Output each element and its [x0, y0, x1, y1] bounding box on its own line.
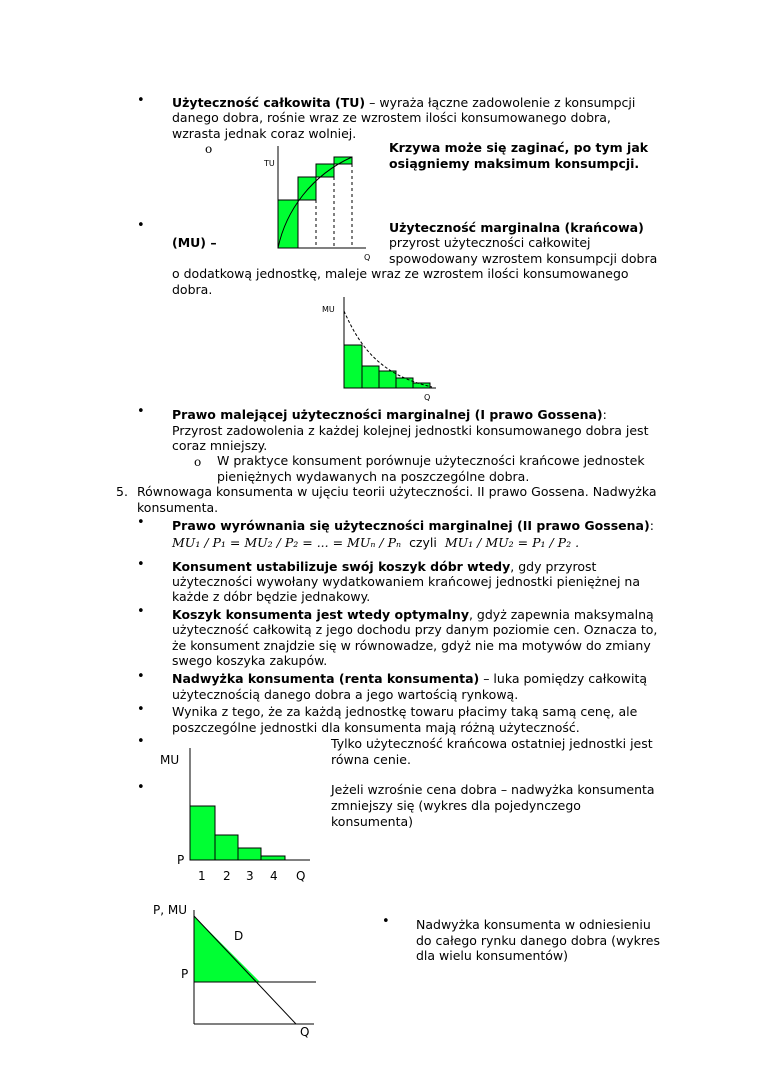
gossen2-term: Prawo wyrównania się użyteczności marginalnej (II prawo Gossena) [172, 518, 650, 533]
bullet: • [137, 734, 145, 749]
section-title-line2: konsumenta. [137, 500, 219, 515]
price-rise-line3: konsumenta) [331, 814, 414, 829]
tu-note-line1: Krzywa może się zaginać, po tym jak [389, 140, 649, 155]
surplus-line1: Nadwyżka konsumenta (renta konsumenta) – luka pomiędzy całkowitą [172, 671, 648, 686]
surplus-term: Nadwyżka konsumenta (renta konsumenta) [172, 671, 480, 686]
gossen1-term: Prawo malejącej użyteczności marginalnej (I prawo Gossena) [172, 407, 603, 422]
mu-def-line2: spowodowany wzrostem konsumpcji dobra [389, 251, 658, 266]
mu-term-line2: (MU) – [172, 235, 217, 250]
formula-price-ratio: MU₁ / MU₂ = P₁ / P₂ . [444, 535, 580, 550]
bullet: • [137, 604, 145, 619]
market-surplus-chart [150, 900, 330, 1040]
optimal-line4: swego koszyka zakupów. [172, 653, 328, 668]
sub-bullet: o [205, 142, 213, 156]
surplus-line2: użytecznością danego dobra a jego wartością rynkową. [172, 687, 519, 702]
mu-bar-1 [344, 345, 362, 388]
gossen1-line3: coraz mniejszy. [172, 438, 268, 453]
optimal-term: Koszyk konsumenta jest wtedy optymalny [172, 607, 469, 622]
tick-label-1: 1 [198, 869, 206, 883]
consequence-line2: poszczególne jednostki dla konsumenta mają różną użyteczność. [172, 720, 580, 735]
tu-bar-3 [316, 164, 334, 177]
bullet: • [137, 702, 145, 717]
tick-label-2: 2 [223, 869, 231, 883]
optimal-line3: że konsument znajdzie się w równowadze, gdyż nie ma motywów do zmiany [172, 638, 651, 653]
consequence-line1: Wynika z tego, że za każdą jednostkę towaru płacimy taką samą cenę, ale [172, 704, 638, 719]
price-label: P [177, 853, 185, 867]
stabilizes-line3: każde z dóbr będzie jednakowy. [172, 589, 371, 604]
tick-label-3: 3 [246, 869, 254, 883]
optimal-line2: użyteczność całkowitą z jego dochodu przy danym poziomie cen. Oznacza to, [172, 622, 658, 637]
optimal-line1: Koszyk konsumenta jest wtedy optymalny, gdyż zapewnia maksymalną [172, 607, 654, 622]
gossen1-sub-line1: W praktyce konsument porównuje użyteczności krańcowe jednostek [217, 453, 645, 468]
bullet: • [137, 218, 145, 233]
demand-label: D [234, 929, 244, 943]
stabilizes-term: Konsument ustabilizuje swój koszyk dóbr wtedy [172, 559, 511, 574]
mu-chart-xlabel: Q [424, 393, 431, 402]
sub-bullet: o [194, 455, 202, 469]
mu-def-line4: dobra. [172, 282, 213, 297]
market-line3: dla wielu konsumentów) [416, 948, 569, 963]
section-title-line1: Równowaga konsumenta w ujęciu teorii użyteczności. II prawo Gossena. Nadwyżka [137, 484, 657, 499]
tu-line2: danego dobra, rośnie wraz ze wzrostem ilości konsumowanego dobra, [172, 110, 611, 125]
bullet: • [137, 515, 145, 530]
tu-chart-ylabel: TU [264, 159, 275, 168]
formula-equal-ratios: MU₁ / P₁ = MU₂ / P₂ = ... = MUₙ / Pₙ [172, 535, 402, 550]
stabilizes-line1: Konsument ustabilizuje swój koszyk dóbr wtedy, gdy przyrost [172, 559, 597, 574]
mu-chart [320, 297, 440, 403]
gossen1-line1: Prawo malejącej użyteczności marginalnej (I prawo Gossena): [172, 407, 607, 422]
gossen1-line2: Przyrost zadowolenia z każdej kolejnej jednostki konsumowanego dobra jest [172, 423, 649, 438]
price-rise-line2: zmniejszy się (wykres dla pojedynczego [331, 798, 581, 813]
mu-bar-3 [379, 371, 396, 388]
bullet: • [382, 914, 390, 929]
tu-chart-xlabel: Q [364, 253, 371, 262]
mu-chart-ylabel: MU [322, 305, 335, 314]
mu-price-bar-4 [261, 856, 285, 860]
bullet: • [137, 557, 145, 572]
bullet: • [137, 780, 145, 795]
tu-line1: Użyteczność całkowita (TU) – wyraża łączne zadowolenie z konsumpcji [172, 95, 636, 110]
tu-bar-2 [298, 177, 316, 200]
market-chart-xlabel: Q [300, 1025, 310, 1039]
section-number: 5. [116, 484, 128, 499]
gossen1-sub-line2: pieniężnych wydawanych na poszczególne dobra. [217, 469, 530, 484]
tu-line3: wzrasta jednak coraz wolniej. [172, 126, 357, 141]
mu-price-chart [160, 748, 320, 884]
stabilizes-line2: użyteczności wywołany wydatkowaniem krańcowej jednostki pieniężnej na [172, 574, 640, 589]
price-rise-line1: Jeżeli wzrośnie cena dobra – nadwyżka konsumenta [331, 782, 655, 797]
market-price-label: P [181, 967, 189, 981]
gossen2-formula-line: MU₁ / P₁ = MU₂ / P₂ = ... = MUₙ / Pₙ czyli MU₁ / MU₂ = P₁ / P₂ . [172, 535, 580, 550]
mu-bar-4 [396, 378, 413, 388]
bullet: • [137, 669, 145, 684]
last-unit-line1: Tylko użyteczność krańcowa ostatniej jednostki jest [331, 736, 653, 751]
market-line1: Nadwyżka konsumenta w odniesieniu [416, 917, 651, 932]
market-line2: do całego rynku danego dobra (wykres [416, 933, 660, 948]
bullet: • [137, 93, 145, 108]
mu-term-line1: Użyteczność marginalna (krańcowa) [389, 220, 644, 235]
tick-label-4: 4 [270, 869, 278, 883]
mu-def-line3: o dodatkową jednostkę, maleje wraz ze wzrostem ilości konsumowanego [172, 266, 629, 281]
gossen2-line1: Prawo wyrównania się użyteczności marginalnej (II prawo Gossena): [172, 518, 654, 533]
mu-price-bar-3 [238, 848, 261, 860]
tu-note-line2: osiągniemy maksimum konsumpcji. [389, 156, 640, 171]
mu-price-chart-xlabel: Q [296, 869, 306, 883]
last-unit-line2: równa cenie. [331, 752, 411, 767]
mu-price-chart-ylabel: MU [160, 753, 180, 767]
mu-bar-2 [362, 366, 379, 388]
mu-price-bar-1 [190, 806, 215, 860]
market-chart-ylabel: P, MU [153, 903, 188, 917]
bullet: • [137, 404, 145, 419]
tu-bar-1 [278, 200, 298, 248]
mu-price-bar-2 [215, 835, 238, 860]
tu-term: Użyteczność całkowita (TU) [172, 95, 366, 110]
tu-chart [262, 140, 374, 265]
mu-def-line1: przyrost użyteczności całkowitej [389, 235, 591, 250]
